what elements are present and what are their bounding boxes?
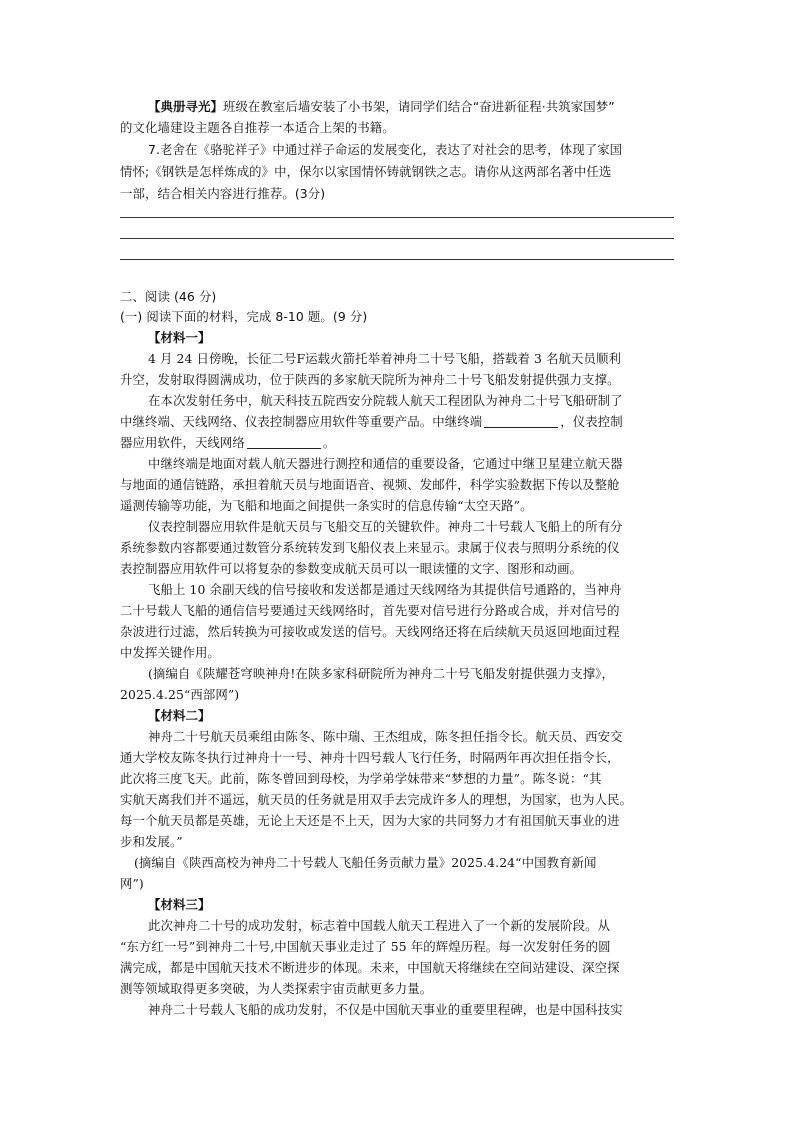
- m3-paragraph-line: 测等领域取得更多突破，为人类探索宇宙贡献更多力量。: [120, 981, 433, 996]
- m1-source-line: 2025.4.25“西部网”): [120, 687, 240, 702]
- answer-line-3: [120, 259, 674, 260]
- m1-paragraph-line: 表控制器应用软件可以将复杂的参数变成航天员可以一眼读懂的文字、图形和动画。: [120, 561, 583, 576]
- m3-paragraph-line: 满完成，都是中国航天技术不断进步的体现。未来，中国航天将继续在空间站建设、深空探: [120, 960, 620, 975]
- question-7-line-3: 一部，结合相关内容进行推荐。(3分): [120, 186, 326, 201]
- reading-section-title: 二、阅读 (46 分): [120, 289, 217, 304]
- m1-fill-line-2: 器应用软件，天线网络 。: [120, 435, 336, 450]
- m2-paragraph-line: 通大学校友陈冬执行过神舟十一号、神舟十四号载人飞行任务，时隔两年再次担任指令长，: [120, 750, 620, 765]
- answer-line-2: [120, 238, 674, 239]
- m2-paragraph-line: 实航天离我们并不遥远，航天员的任务就是用双手去完成许多人的理想，为国家，也为人民。: [120, 792, 633, 807]
- m1-paragraph-line: 二十号载人飞船的通信信号要通过天线网络时，首先要对信号进行分路或合成，并对信号的: [120, 603, 620, 618]
- section-tag: 【典册寻光】: [148, 99, 223, 114]
- m2-paragraph-line: 步和发展。”: [120, 834, 183, 849]
- m1-paragraph-line: 中发挥关键作用。: [120, 645, 220, 660]
- answer-line-1: [120, 217, 674, 218]
- question-7-line-1: 7.老舍在《骆驼祥子》中通过祥子命运的发展变化，表达了对社会的思考，体现了家国: [148, 142, 623, 157]
- m1-paragraph-line: 杂波进行过滤，然后转换为可接收或发送的信号。天线网络还将在后续航天员返回地面过程: [120, 624, 620, 639]
- m1-paragraph-line: 仪表控制器应用软件是航天员与飞船交互的关键软件。神舟二十号载人飞船上的所有分: [148, 519, 623, 534]
- m1-paragraph-line: 与地面的通信链路，承担着航天员与地面语音、视频、发邮件，科学实验数据下传以及整舱: [120, 477, 620, 492]
- material-2-title: 【材料二】: [148, 708, 211, 723]
- material-1-title: 【材料一】: [148, 330, 211, 345]
- m1-paragraph-line: 飞船上 10 余副天线的信号接收和发送都是通过天线网络为其提供信号通路的，当神舟: [148, 582, 622, 597]
- m1-fill-line-1: 中继终端、天线网络、仪表控制器应用软件等重要产品。中继终端 ，仪表控制: [120, 414, 623, 429]
- m2-source-line: (摘编自《陕西高校为神舟二十号载人飞船任务贡献力量》2025.4.24“中国教育新闻: [134, 855, 597, 870]
- prompt-intro-line-2: 的文化墙建设主题各自推荐一本适合上架的书籍。: [120, 120, 395, 135]
- fill-blank-2[interactable]: [247, 436, 321, 449]
- m1-paragraph-line: 遥测传输等功能，为飞船和地面之间提供一条实时的信息传输“太空天路”。: [120, 498, 533, 513]
- m1-source-line: (摘编自《陕耀苍穹映神舟!在陕多家科研院所为神舟二十号飞船发射提供强力支撑》，: [148, 666, 614, 681]
- m2-paragraph-line: 神舟二十号航天员乘组由陈冬、陈中瑞、王杰组成，陈冬担任指令长。航天员、西安交: [148, 729, 623, 744]
- m2-paragraph-line: 此次将三度飞天。此前，陈冬曾回到母校，为学弟学妹带来“梦想的力量”。陈冬说：“其: [120, 771, 602, 786]
- m1-paragraph-line: 4 月 24 日傍晚，长征二号F运载火箭托举着神舟二十号飞船，搭载着 3 名航天员顺利: [148, 351, 622, 366]
- m1-paragraph-line: 中继终端是地面对载人航天器进行测控和通信的重要设备，它通过中继卫星建立航天器: [148, 456, 623, 471]
- m1-paragraph-line: 在本次发射任务中，航天科技五院西安分院载人航天工程团队为神舟二十号飞船研制了: [148, 393, 623, 408]
- m2-source-line: 网”): [120, 876, 144, 891]
- m3-paragraph-line: 神舟二十号载人飞船的成功发射，不仅是中国航天事业的重要里程碑，也是中国科技实: [148, 1002, 623, 1017]
- m3-paragraph-line: “东方红一号”到神舟二十号,中国航天事业走过了 55 年的辉煌历程。每一次发射任务的圆: [120, 939, 611, 954]
- m2-paragraph-line: 每一个航天员都是英雄，无论上天还是不上天，因为大家的共同努力才有祖国航天事业的进: [120, 813, 620, 828]
- m1-paragraph-line: 升空，发射取得圆满成功，位于陕西的多家航天院所为神舟二十号飞船发射提供强力支撑。: [120, 372, 620, 387]
- m1-paragraph-line: 系统参数内容都要通过数管分系统转发到飞船仪表上来显示。隶属于仪表与照明分系统的仪: [120, 540, 620, 555]
- question-7-line-2: 情怀;《钢铁是怎样炼成的》中，保尔以家国情怀铸就钢铁之志。请你从这两部名著中任选: [120, 164, 612, 179]
- fill-blank-1[interactable]: [484, 415, 558, 428]
- material-3-title: 【材料三】: [148, 897, 211, 912]
- prompt-intro-line-1: 【典册寻光】班级在教室后墙安装了小书架，请同学们结合“奋进新征程·共筑家国梦”: [148, 99, 615, 114]
- m3-paragraph-line: 此次神舟二十号的成功发射，标志着中国载人航天工程进入了一个新的发展阶段。从: [148, 918, 611, 933]
- reading-part-title: (一) 阅读下面的材料，完成 8-10 题。(9 分): [120, 309, 368, 324]
